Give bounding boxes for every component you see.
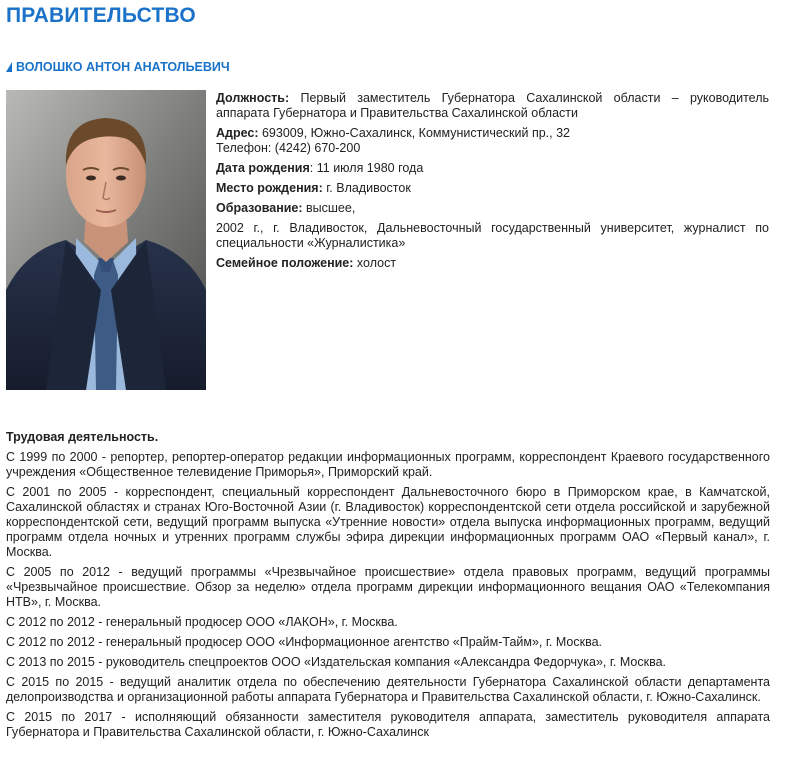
phone-text: Телефон: (4242) 670-200 [216, 141, 361, 155]
triangle-icon [6, 62, 12, 72]
person-name: ВОЛОШКО АНТОН АНАТОЛЬЕВИЧ [16, 60, 230, 74]
family-row [216, 256, 769, 271]
work-entry: С 2015 по 2015 - ведущий аналитик отдела по обеспечению деятельности Губернатора Сахалинской области департамента делопроизводства и организационной работы аппарата Губернатора и Правительства Сахалинской области, г. Южно-Сахалинск. [6, 675, 770, 704]
birth-place-row [216, 181, 769, 196]
education-value: высшее, [306, 201, 356, 215]
family-value: холост [356, 256, 397, 270]
work-entry: С 2001 по 2005 - корреспондент, специальный корреспондент Дальневосточного бюро в Приморском крае, в Камчатской, Сахалинской областях и странах Юго-Восточной Азии (г. Владивосток) корреспондентской сети отдела российской и зарубежной корреспондентской сети, ведущий программ выпуска «Утренние новости» отдела выпуска информационных программ, ведущий программ отдела ночных и утренних программ службы эфира дирекции информационных программ ОАО «Первый канал», г. Москва. [6, 485, 770, 559]
birth-date-value: : 11 июля 1980 года [309, 161, 424, 175]
work-entry: С 2012 по 2012 - генеральный продюсер ООО «Информационное агентство «Прайм-Тайм», г. Москва. [6, 635, 603, 649]
work-history-title: Трудовая деятельность. [6, 430, 159, 444]
education-details: 2002 г., г. Владивосток, Дальневосточный государственный университет, журналист по специальности «Журналистика» [216, 221, 769, 250]
birth-place-value: г. Владивосток [326, 181, 411, 195]
birth-place-label: Место рождения: [216, 181, 323, 195]
position-row [216, 91, 769, 121]
education-row [216, 201, 769, 216]
contact-row [216, 126, 769, 156]
birth-date-label: Дата рождения [216, 161, 310, 175]
address-label: Адрес: [216, 126, 259, 140]
address-value: 693009, Южно-Сахалинск, Коммунистический пр., 32 [261, 126, 570, 140]
birth-date-row [216, 161, 769, 176]
work-history [6, 430, 770, 745]
position-value: Первый заместитель Губернатора Сахалинской области – руководитель аппарата Губернатора и Правительства Сахалинской области [216, 91, 769, 120]
work-entry: С 2013 по 2015 - руководитель спецпроектов ООО «Издательская компания «Александра Федорчука», г. Москва. [6, 655, 667, 669]
person-info [216, 91, 769, 276]
education-label: Образование: [216, 201, 303, 215]
person-name-link[interactable] [6, 60, 230, 74]
work-entry: С 2015 по 2017 - исполняющий обязанности заместителя руководителя аппарата, заместитель руководителя аппарата Губернатора и Правительства Сахалинской области, г. Южно-Сахалинск [6, 710, 770, 739]
position-label: Должность: [216, 91, 290, 105]
work-entry: С 2012 по 2012 - генеральный продюсер ООО «ЛАКОН», г. Москва. [6, 615, 398, 629]
family-label: Семейное положение: [216, 256, 354, 270]
page-title: ПРАВИТЕЛЬСТВО [6, 4, 196, 27]
work-entry: С 2005 по 2012 - ведущий программы «Чрезвычайное происшествие» отдела правовых программ, ведущий программы «Чрезвычайное происшествие. Обзор за неделю» отдела программ дирекции информационного вещания ОАО «Телекомпания НТВ», г. Москва. [6, 565, 770, 609]
work-entry: С 1999 по 2000 - репортер, репортер-оператор редакции информационных программ, корреспондент Краевого государственного учреждения «Общественное телевидение Приморья», Приморский край. [6, 450, 770, 479]
portrait-photo [6, 90, 206, 390]
